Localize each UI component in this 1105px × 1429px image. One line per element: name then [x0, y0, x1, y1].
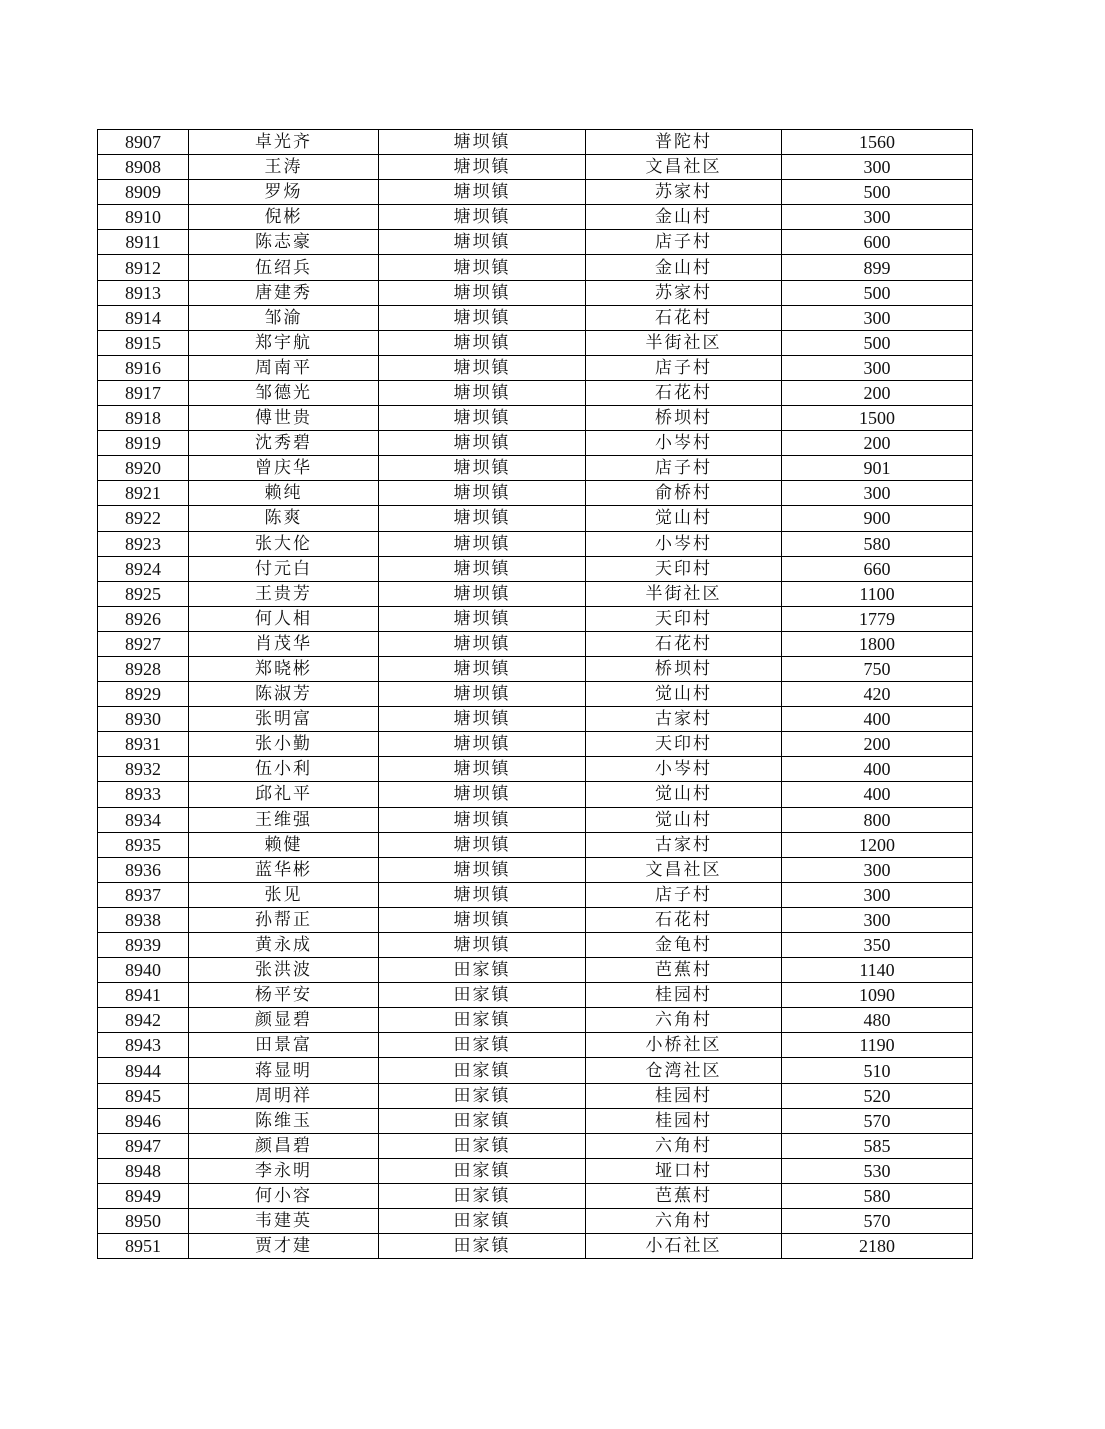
- table-row: [98, 807, 973, 832]
- village-cell: 小岑村: [586, 531, 782, 556]
- row-number-cell: 8909: [98, 180, 189, 205]
- village-cell: 古家村: [586, 707, 782, 732]
- person-name-cell: 邹德光: [189, 380, 379, 405]
- row-number-cell: 8924: [98, 556, 189, 581]
- row-number-cell: 8939: [98, 933, 189, 958]
- amount-cell: 300: [782, 305, 973, 330]
- table-row: [98, 155, 973, 180]
- row-number-cell: 8936: [98, 857, 189, 882]
- village-cell: 文昌社区: [586, 857, 782, 882]
- village-cell: 石花村: [586, 380, 782, 405]
- amount-cell: 1140: [782, 958, 973, 983]
- amount-cell: 1190: [782, 1033, 973, 1058]
- amount-cell: 570: [782, 1108, 973, 1133]
- table-row: [98, 581, 973, 606]
- amount-cell: 900: [782, 506, 973, 531]
- table-row: [98, 631, 973, 656]
- town-cell: 塘坝镇: [379, 832, 586, 857]
- person-name-cell: 郑宇航: [189, 330, 379, 355]
- amount-cell: 350: [782, 933, 973, 958]
- table-row: [98, 481, 973, 506]
- table-row: [98, 732, 973, 757]
- row-number-cell: 8945: [98, 1083, 189, 1108]
- village-cell: 店子村: [586, 882, 782, 907]
- table-row: [98, 305, 973, 330]
- table-row: [98, 180, 973, 205]
- village-cell: 觉山村: [586, 682, 782, 707]
- person-name-cell: 伍小利: [189, 757, 379, 782]
- person-name-cell: 沈秀碧: [189, 431, 379, 456]
- row-number-cell: 8912: [98, 255, 189, 280]
- table-row: [98, 933, 973, 958]
- village-cell: 觉山村: [586, 506, 782, 531]
- amount-cell: 300: [782, 481, 973, 506]
- table-row: [98, 506, 973, 531]
- town-cell: 塘坝镇: [379, 631, 586, 656]
- person-name-cell: 田景富: [189, 1033, 379, 1058]
- amount-cell: 400: [782, 782, 973, 807]
- town-cell: 塘坝镇: [379, 707, 586, 732]
- town-cell: 塘坝镇: [379, 882, 586, 907]
- village-cell: 天印村: [586, 606, 782, 631]
- village-cell: 店子村: [586, 456, 782, 481]
- village-cell: 仓湾社区: [586, 1058, 782, 1083]
- row-number-cell: 8932: [98, 757, 189, 782]
- amount-cell: 500: [782, 280, 973, 305]
- row-number-cell: 8916: [98, 355, 189, 380]
- town-cell: 塘坝镇: [379, 606, 586, 631]
- table-row: [98, 606, 973, 631]
- table-row: [98, 1033, 973, 1058]
- town-cell: 塘坝镇: [379, 330, 586, 355]
- village-cell: 觉山村: [586, 782, 782, 807]
- table-row: [98, 280, 973, 305]
- row-number-cell: 8917: [98, 380, 189, 405]
- town-cell: 塘坝镇: [379, 280, 586, 305]
- person-name-cell: 孙帮正: [189, 907, 379, 932]
- row-number-cell: 8915: [98, 330, 189, 355]
- person-name-cell: 贾才建: [189, 1234, 379, 1259]
- amount-cell: 200: [782, 732, 973, 757]
- town-cell: 塘坝镇: [379, 305, 586, 330]
- table-row: [98, 431, 973, 456]
- person-name-cell: 张见: [189, 882, 379, 907]
- town-cell: 田家镇: [379, 983, 586, 1008]
- town-cell: 塘坝镇: [379, 355, 586, 380]
- village-cell: 小桥社区: [586, 1033, 782, 1058]
- amount-cell: 530: [782, 1158, 973, 1183]
- amount-cell: 1500: [782, 406, 973, 431]
- person-name-cell: 韦建英: [189, 1209, 379, 1234]
- row-number-cell: 8948: [98, 1158, 189, 1183]
- person-name-cell: 郑晓彬: [189, 656, 379, 681]
- town-cell: 塘坝镇: [379, 757, 586, 782]
- table-row: [98, 1108, 973, 1133]
- table-row: [98, 531, 973, 556]
- person-name-cell: 杨平安: [189, 983, 379, 1008]
- person-name-cell: 张洪波: [189, 958, 379, 983]
- town-cell: 塘坝镇: [379, 506, 586, 531]
- table-row: [98, 656, 973, 681]
- table-row: [98, 857, 973, 882]
- row-number-cell: 8913: [98, 280, 189, 305]
- town-cell: 塘坝镇: [379, 255, 586, 280]
- town-cell: 塘坝镇: [379, 130, 586, 155]
- person-name-cell: 邹渝: [189, 305, 379, 330]
- town-cell: 塘坝镇: [379, 556, 586, 581]
- person-name-cell: 罗炀: [189, 180, 379, 205]
- row-number-cell: 8947: [98, 1133, 189, 1158]
- data-table: [97, 129, 973, 1259]
- town-cell: 塘坝镇: [379, 481, 586, 506]
- person-name-cell: 蓝华彬: [189, 857, 379, 882]
- row-number-cell: 8937: [98, 882, 189, 907]
- town-cell: 塘坝镇: [379, 205, 586, 230]
- person-name-cell: 傅世贵: [189, 406, 379, 431]
- town-cell: 塘坝镇: [379, 431, 586, 456]
- row-number-cell: 8914: [98, 305, 189, 330]
- village-cell: 金龟村: [586, 933, 782, 958]
- table-row: [98, 205, 973, 230]
- row-number-cell: 8946: [98, 1108, 189, 1133]
- amount-cell: 899: [782, 255, 973, 280]
- amount-cell: 300: [782, 155, 973, 180]
- row-number-cell: 8938: [98, 907, 189, 932]
- town-cell: 塘坝镇: [379, 857, 586, 882]
- person-name-cell: 陈志豪: [189, 230, 379, 255]
- village-cell: 店子村: [586, 230, 782, 255]
- table-row: [98, 782, 973, 807]
- amount-cell: 500: [782, 180, 973, 205]
- village-cell: 垭口村: [586, 1158, 782, 1183]
- village-cell: 石花村: [586, 907, 782, 932]
- table-row: [98, 130, 973, 155]
- table-row: [98, 1158, 973, 1183]
- table-row: [98, 1008, 973, 1033]
- row-number-cell: 8944: [98, 1058, 189, 1083]
- town-cell: 塘坝镇: [379, 807, 586, 832]
- table-row: [98, 1234, 973, 1259]
- amount-cell: 1100: [782, 581, 973, 606]
- amount-cell: 500: [782, 330, 973, 355]
- town-cell: 塘坝镇: [379, 581, 586, 606]
- town-cell: 塘坝镇: [379, 406, 586, 431]
- person-name-cell: 周南平: [189, 355, 379, 380]
- town-cell: 田家镇: [379, 1234, 586, 1259]
- village-cell: 俞桥村: [586, 481, 782, 506]
- row-number-cell: 8928: [98, 656, 189, 681]
- town-cell: 塘坝镇: [379, 732, 586, 757]
- person-name-cell: 倪彬: [189, 205, 379, 230]
- town-cell: 塘坝镇: [379, 782, 586, 807]
- person-name-cell: 张小勤: [189, 732, 379, 757]
- village-cell: 半街社区: [586, 330, 782, 355]
- town-cell: 田家镇: [379, 1058, 586, 1083]
- amount-cell: 480: [782, 1008, 973, 1033]
- row-number-cell: 8931: [98, 732, 189, 757]
- town-cell: 田家镇: [379, 1033, 586, 1058]
- person-name-cell: 陈淑芳: [189, 682, 379, 707]
- village-cell: 店子村: [586, 355, 782, 380]
- village-cell: 桥坝村: [586, 656, 782, 681]
- amount-cell: 570: [782, 1209, 973, 1234]
- person-name-cell: 卓光齐: [189, 130, 379, 155]
- amount-cell: 580: [782, 1183, 973, 1208]
- table-row: [98, 456, 973, 481]
- row-number-cell: 8949: [98, 1183, 189, 1208]
- town-cell: 田家镇: [379, 1209, 586, 1234]
- table-row: [98, 757, 973, 782]
- village-cell: 金山村: [586, 255, 782, 280]
- village-cell: 六角村: [586, 1008, 782, 1033]
- table-row: [98, 882, 973, 907]
- person-name-cell: 何人相: [189, 606, 379, 631]
- amount-cell: 300: [782, 355, 973, 380]
- village-cell: 小石社区: [586, 1234, 782, 1259]
- town-cell: 塘坝镇: [379, 682, 586, 707]
- village-cell: 小岑村: [586, 757, 782, 782]
- person-name-cell: 唐建秀: [189, 280, 379, 305]
- row-number-cell: 8920: [98, 456, 189, 481]
- amount-cell: 800: [782, 807, 973, 832]
- town-cell: 田家镇: [379, 1158, 586, 1183]
- person-name-cell: 陈爽: [189, 506, 379, 531]
- village-cell: 苏家村: [586, 280, 782, 305]
- town-cell: 塘坝镇: [379, 155, 586, 180]
- town-cell: 田家镇: [379, 1183, 586, 1208]
- person-name-cell: 赖纯: [189, 481, 379, 506]
- row-number-cell: 8935: [98, 832, 189, 857]
- town-cell: 塘坝镇: [379, 380, 586, 405]
- amount-cell: 300: [782, 907, 973, 932]
- amount-cell: 600: [782, 230, 973, 255]
- village-cell: 古家村: [586, 832, 782, 857]
- village-cell: 天印村: [586, 556, 782, 581]
- village-cell: 半街社区: [586, 581, 782, 606]
- town-cell: 塘坝镇: [379, 180, 586, 205]
- table-row: [98, 682, 973, 707]
- village-cell: 苏家村: [586, 180, 782, 205]
- amount-cell: 750: [782, 656, 973, 681]
- amount-cell: 300: [782, 882, 973, 907]
- amount-cell: 1779: [782, 606, 973, 631]
- row-number-cell: 8910: [98, 205, 189, 230]
- amount-cell: 1200: [782, 832, 973, 857]
- person-name-cell: 王维强: [189, 807, 379, 832]
- row-number-cell: 8919: [98, 431, 189, 456]
- village-cell: 金山村: [586, 205, 782, 230]
- row-number-cell: 8918: [98, 406, 189, 431]
- row-number-cell: 8926: [98, 606, 189, 631]
- town-cell: 田家镇: [379, 1133, 586, 1158]
- amount-cell: 400: [782, 757, 973, 782]
- village-cell: 石花村: [586, 305, 782, 330]
- person-name-cell: 伍绍兵: [189, 255, 379, 280]
- amount-cell: 300: [782, 857, 973, 882]
- person-name-cell: 付元白: [189, 556, 379, 581]
- village-cell: 桥坝村: [586, 406, 782, 431]
- row-number-cell: 8951: [98, 1234, 189, 1259]
- row-number-cell: 8943: [98, 1033, 189, 1058]
- village-cell: 桂园村: [586, 1083, 782, 1108]
- village-cell: 天印村: [586, 732, 782, 757]
- village-cell: 普陀村: [586, 130, 782, 155]
- person-name-cell: 李永明: [189, 1158, 379, 1183]
- amount-cell: 585: [782, 1133, 973, 1158]
- row-number-cell: 8950: [98, 1209, 189, 1234]
- row-number-cell: 8933: [98, 782, 189, 807]
- person-name-cell: 黄永成: [189, 933, 379, 958]
- table-row: [98, 983, 973, 1008]
- town-cell: 田家镇: [379, 1008, 586, 1033]
- table-row: [98, 1058, 973, 1083]
- table-row: [98, 707, 973, 732]
- row-number-cell: 8908: [98, 155, 189, 180]
- village-cell: 小岑村: [586, 431, 782, 456]
- row-number-cell: 8907: [98, 130, 189, 155]
- person-name-cell: 王贵芳: [189, 581, 379, 606]
- table-row: [98, 1209, 973, 1234]
- person-name-cell: 张大伦: [189, 531, 379, 556]
- row-number-cell: 8925: [98, 581, 189, 606]
- village-cell: 觉山村: [586, 807, 782, 832]
- person-name-cell: 周明祥: [189, 1083, 379, 1108]
- village-cell: 文昌社区: [586, 155, 782, 180]
- table-row: [98, 406, 973, 431]
- village-cell: 石花村: [586, 631, 782, 656]
- row-number-cell: 8941: [98, 983, 189, 1008]
- table-body: [98, 130, 973, 1259]
- row-number-cell: 8940: [98, 958, 189, 983]
- table-row: [98, 832, 973, 857]
- town-cell: 塘坝镇: [379, 656, 586, 681]
- table-row: [98, 556, 973, 581]
- row-number-cell: 8929: [98, 682, 189, 707]
- amount-cell: 300: [782, 205, 973, 230]
- town-cell: 塘坝镇: [379, 907, 586, 932]
- table-row: [98, 380, 973, 405]
- amount-cell: 510: [782, 1058, 973, 1083]
- person-name-cell: 陈维玉: [189, 1108, 379, 1133]
- row-number-cell: 8927: [98, 631, 189, 656]
- table-row: [98, 958, 973, 983]
- town-cell: 塘坝镇: [379, 456, 586, 481]
- village-cell: 芭蕉村: [586, 1183, 782, 1208]
- table-row: [98, 230, 973, 255]
- row-number-cell: 8930: [98, 707, 189, 732]
- table-row: [98, 1083, 973, 1108]
- amount-cell: 2180: [782, 1234, 973, 1259]
- row-number-cell: 8921: [98, 481, 189, 506]
- town-cell: 田家镇: [379, 958, 586, 983]
- person-name-cell: 曾庆华: [189, 456, 379, 481]
- table-row: [98, 355, 973, 380]
- town-cell: 塘坝镇: [379, 933, 586, 958]
- row-number-cell: 8942: [98, 1008, 189, 1033]
- amount-cell: 901: [782, 456, 973, 481]
- amount-cell: 520: [782, 1083, 973, 1108]
- table-row: [98, 907, 973, 932]
- table-row: [98, 1183, 973, 1208]
- amount-cell: 660: [782, 556, 973, 581]
- table-row: [98, 255, 973, 280]
- amount-cell: 400: [782, 707, 973, 732]
- amount-cell: 1090: [782, 983, 973, 1008]
- person-name-cell: 何小容: [189, 1183, 379, 1208]
- person-name-cell: 颜显碧: [189, 1008, 379, 1033]
- amount-cell: 200: [782, 431, 973, 456]
- person-name-cell: 肖茂华: [189, 631, 379, 656]
- person-name-cell: 赖健: [189, 832, 379, 857]
- table-row: [98, 330, 973, 355]
- person-name-cell: 张明富: [189, 707, 379, 732]
- person-name-cell: 王涛: [189, 155, 379, 180]
- amount-cell: 420: [782, 682, 973, 707]
- town-cell: 塘坝镇: [379, 531, 586, 556]
- village-cell: 芭蕉村: [586, 958, 782, 983]
- row-number-cell: 8922: [98, 506, 189, 531]
- town-cell: 田家镇: [379, 1083, 586, 1108]
- town-cell: 田家镇: [379, 1108, 586, 1133]
- town-cell: 塘坝镇: [379, 230, 586, 255]
- village-cell: 桂园村: [586, 1108, 782, 1133]
- row-number-cell: 8934: [98, 807, 189, 832]
- amount-cell: 580: [782, 531, 973, 556]
- person-name-cell: 颜昌碧: [189, 1133, 379, 1158]
- amount-cell: 1800: [782, 631, 973, 656]
- person-name-cell: 邱礼平: [189, 782, 379, 807]
- row-number-cell: 8911: [98, 230, 189, 255]
- village-cell: 桂园村: [586, 983, 782, 1008]
- amount-cell: 1560: [782, 130, 973, 155]
- table-row: [98, 1133, 973, 1158]
- village-cell: 六角村: [586, 1133, 782, 1158]
- village-cell: 六角村: [586, 1209, 782, 1234]
- row-number-cell: 8923: [98, 531, 189, 556]
- amount-cell: 200: [782, 380, 973, 405]
- person-name-cell: 蒋显明: [189, 1058, 379, 1083]
